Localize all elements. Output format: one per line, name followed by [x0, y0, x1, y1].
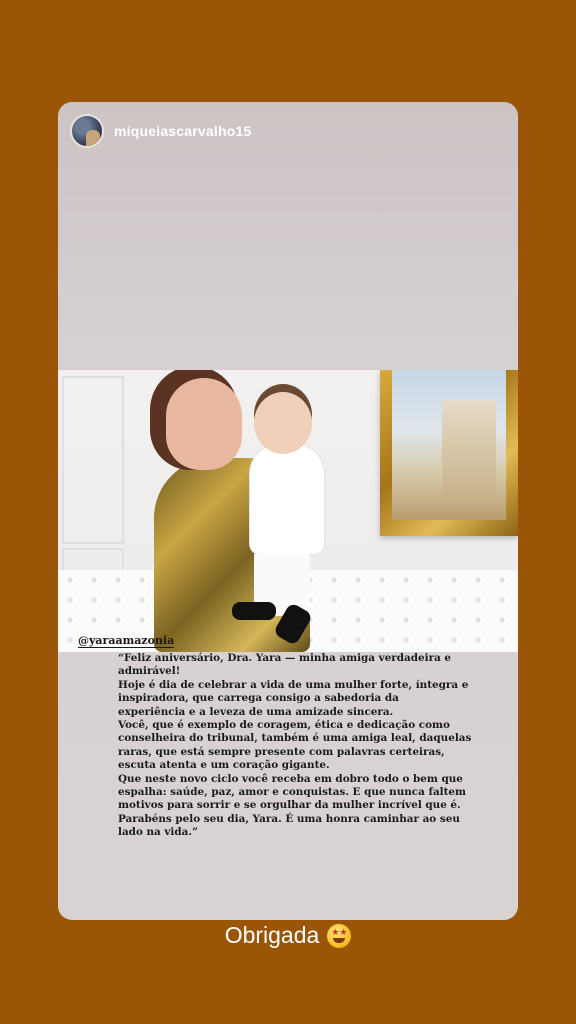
painting-frame: [380, 370, 518, 536]
story-reply-text: [0, 922, 576, 949]
baby-face: [254, 392, 312, 454]
caption-line: Parabéns pelo seu dia, Yara. É uma honra caminhar ao seu: [118, 812, 460, 825]
caption-line: Hoje é dia de celebrar a vida de uma mulher forte, íntegra e: [118, 678, 469, 691]
caption-line: “Feliz aniversário, Dra. Yara — minha amiga verdadeira e: [118, 652, 452, 664]
caption-line: raras, que está sempre presente com palavras certeiras,: [118, 745, 445, 758]
story-header[interactable]: [70, 114, 251, 148]
star-struck-emoji-icon: [327, 924, 351, 948]
story-card: [58, 102, 518, 920]
painting-canvas: [392, 370, 506, 520]
post-caption: [118, 652, 498, 840]
caption-line: lado na vida.”: [118, 826, 198, 839]
caption-line: admirável!: [118, 665, 181, 678]
story-photo: [58, 370, 518, 652]
avatar[interactable]: [70, 114, 104, 148]
caption-line: inspiradora, que carrega consigo a sabedoria da: [118, 692, 399, 705]
caption-line: escuta atenta e um coração gigante.: [118, 759, 330, 772]
caption-line: Que neste novo ciclo você receba em dobro todo o bem que: [118, 772, 463, 785]
baby-shoe: [232, 602, 276, 620]
caption-line: Você, que é exemplo de coragem, ética e dedicação como: [118, 719, 450, 732]
reply-label: Obrigada: [224, 922, 320, 948]
caption-line: experiência e a leveza de uma amizade sincera.: [118, 705, 394, 718]
photo-mention-tag[interactable]: @yaraamazonia: [78, 634, 175, 647]
caption-line: motivos para sorrir e se orgulhar da mulher incrível que é.: [118, 799, 461, 812]
baby-figure: [250, 444, 324, 554]
woman-face: [166, 378, 242, 470]
caption-line: espalha: saúde, paz, amor e conquistas. E que nunca faltem: [118, 786, 467, 799]
painting-building: [442, 400, 496, 496]
wall-panel: [62, 376, 124, 544]
username[interactable]: miqueiascarvalho15: [114, 123, 252, 139]
caption-line: conselheira do tribunal, também é uma amiga leal, daquelas: [118, 732, 472, 745]
